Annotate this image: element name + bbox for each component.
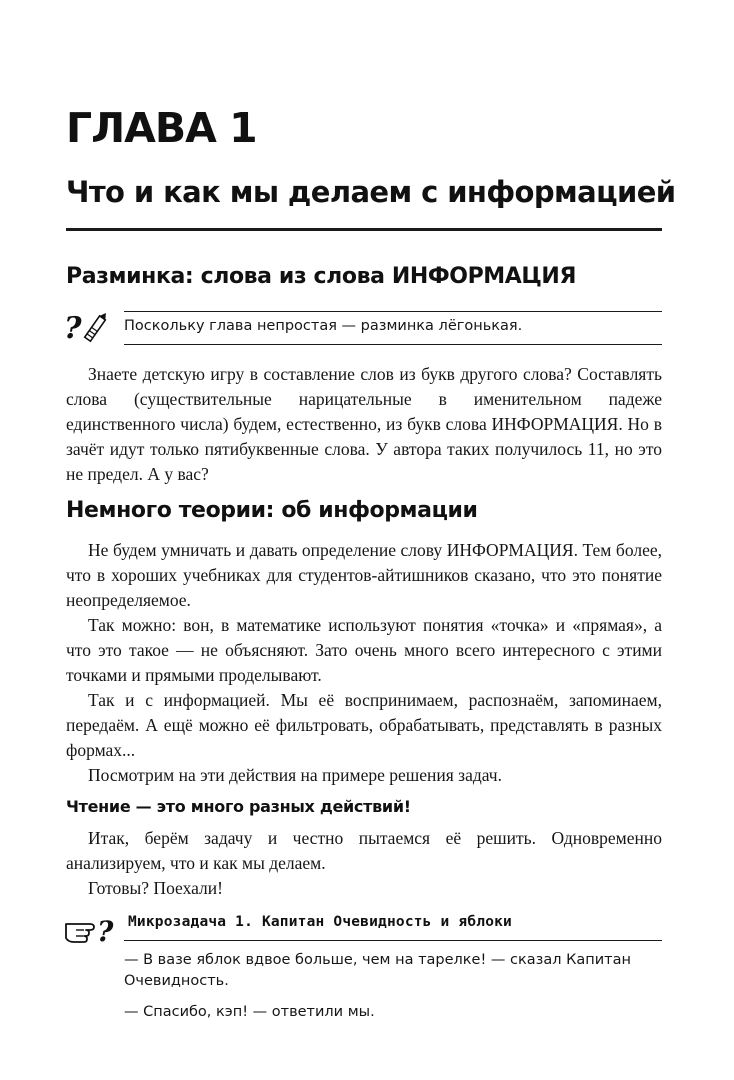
- task-dialog: [124, 950, 662, 1033]
- warmup-note: Поскольку глава непростая — разминка лёгонькая.: [124, 318, 523, 334]
- theory-body: [66, 538, 662, 788]
- reading-paragraph-2: Готовы? Поехали!: [88, 878, 223, 898]
- task-line-2: — Спасибо, кэп! — ответили мы.: [124, 1004, 375, 1020]
- reading-paragraph-1: Итак, берём задачу и честно пытаемся её решить. Одновременно анализируем, что и как мы делаем.: [66, 828, 662, 873]
- chapter-title-rule: [66, 228, 662, 231]
- warmup-heading: Разминка: слова из слова ИНФОРМАЦИЯ: [66, 264, 576, 289]
- theory-heading: Немного теории: об информации: [66, 498, 478, 523]
- chapter-title: Что и как мы делаем с информацией: [66, 175, 676, 209]
- task-title: Микрозадача 1. Капитан Очевидность и яблоки: [128, 914, 512, 930]
- reading-body: [66, 826, 662, 901]
- theory-paragraph-2: Так можно: вон, в математике используют понятия «точка» и «прямая», а что это такое — не объясняют. Зато очень много всего интересного с этими точками и прямыми проделывают.: [66, 615, 662, 685]
- theory-paragraph-3: Так и с информацией. Мы её воспринимаем, распознаём, запоминаем, передаём. А ещё можно её фильтровать, обрабатывать, представлять в разных формах...: [66, 690, 662, 760]
- warmup-body: [66, 362, 662, 487]
- warmup-paragraph: Знаете детскую игру в составление слов из букв другого слова? Составлять слова (существительные нарицательные в именительном падеже единственного числа) будем, естественно, из букв слова ИНФОРМАЦИЯ. Но в зачёт идут только пятибуквенные слова. У автора таких получилось 11, но это не предел. А у вас?: [66, 364, 662, 484]
- svg-text:?: ?: [64, 311, 82, 344]
- note-bottom-rule: [124, 344, 662, 345]
- task-rule: [124, 940, 662, 941]
- theory-paragraph-1: Не будем умничать и давать определение слову ИНФОРМАЦИЯ. Тем более, что в хороших учебниках для студентов-айтишников сказано, что это понятие неопределяемое.: [66, 540, 662, 610]
- chapter-label: ГЛАВА 1: [66, 104, 257, 152]
- task-line-1: — В вазе яблок вдвое больше, чем на тарелке! — сказал Капитан Очевидность.: [124, 952, 631, 989]
- reading-heading: Чтение — это много разных действий!: [66, 797, 411, 816]
- pointing-hand-icon: [64, 912, 120, 946]
- svg-text:?: ?: [97, 915, 114, 946]
- note-top-rule: [124, 311, 662, 312]
- question-pencil-icon: [64, 308, 114, 344]
- theory-paragraph-4: Посмотрим на эти действия на примере решения задач.: [88, 765, 502, 785]
